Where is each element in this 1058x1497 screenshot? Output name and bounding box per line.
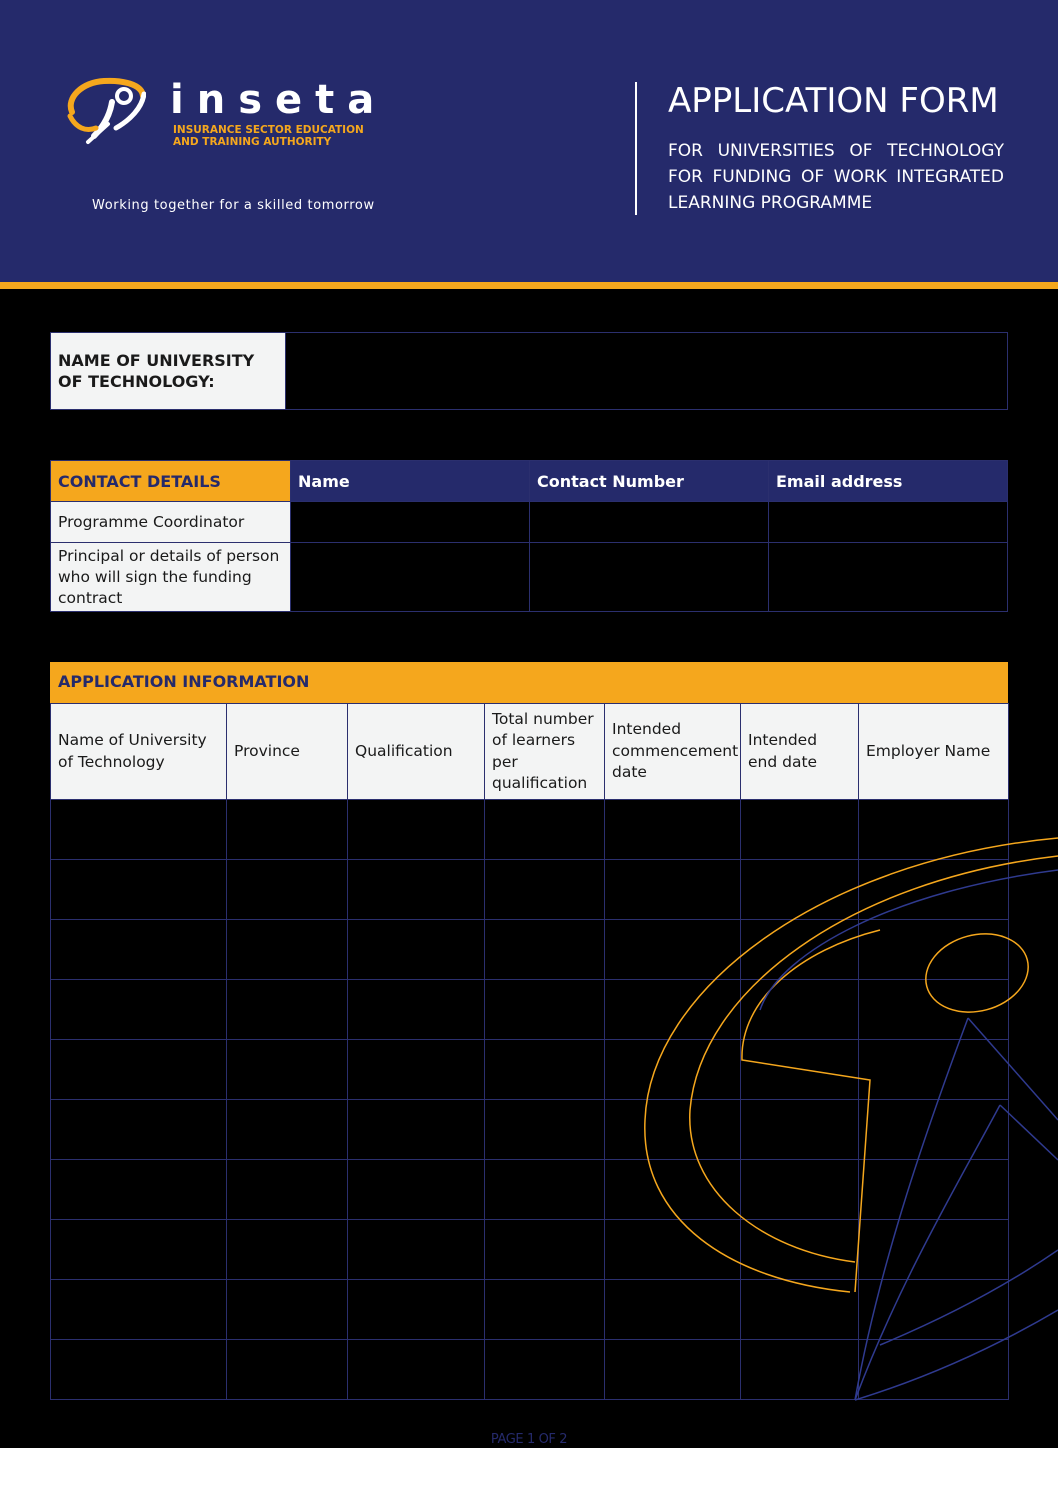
- application-cell[interactable]: [605, 920, 741, 980]
- application-cell[interactable]: [51, 980, 227, 1040]
- application-cell[interactable]: [605, 800, 741, 860]
- contact-col-phone: Contact Number: [530, 461, 769, 502]
- application-cell[interactable]: [348, 1040, 485, 1100]
- application-cell[interactable]: [605, 1220, 741, 1280]
- application-cell[interactable]: [51, 1220, 227, 1280]
- application-cell[interactable]: [859, 1280, 1009, 1340]
- application-cell[interactable]: [227, 1160, 348, 1220]
- application-cell[interactable]: [741, 1280, 859, 1340]
- application-cell[interactable]: [741, 860, 859, 920]
- application-cell[interactable]: [605, 1100, 741, 1160]
- application-cell[interactable]: [227, 1040, 348, 1100]
- app-col-end-date: Intended end date: [741, 704, 859, 800]
- university-name-table: [50, 332, 1008, 410]
- application-cell[interactable]: [227, 980, 348, 1040]
- university-name-field[interactable]: [286, 333, 1008, 410]
- application-cell[interactable]: [859, 1040, 1009, 1100]
- application-cell[interactable]: [51, 1040, 227, 1100]
- application-cell[interactable]: [485, 800, 605, 860]
- application-cell[interactable]: [605, 1040, 741, 1100]
- application-cell[interactable]: [859, 1220, 1009, 1280]
- brand-subtitle: INSURANCE SECTOR EDUCATION AND TRAINING AUTHORITY: [173, 124, 364, 148]
- application-cell[interactable]: [741, 1340, 859, 1400]
- application-cell[interactable]: [859, 1100, 1009, 1160]
- application-cell[interactable]: [227, 1100, 348, 1160]
- application-cell[interactable]: [348, 1340, 485, 1400]
- application-cell[interactable]: [227, 1280, 348, 1340]
- application-cell[interactable]: [51, 1160, 227, 1220]
- app-col-university: Name of University of Technology: [51, 704, 227, 800]
- application-cell[interactable]: [485, 1100, 605, 1160]
- form-title: APPLICATION FORM: [668, 81, 999, 121]
- application-cell[interactable]: [859, 800, 1009, 860]
- coordinator-phone-field[interactable]: [530, 502, 769, 543]
- application-cell[interactable]: [741, 1040, 859, 1100]
- application-info-table: [50, 703, 1009, 1400]
- contact-col-email: Email address: [769, 461, 1008, 502]
- application-section-title: APPLICATION INFORMATION: [58, 672, 310, 691]
- contact-col-name: Name: [291, 461, 530, 502]
- application-cell[interactable]: [485, 1220, 605, 1280]
- application-cell[interactable]: [605, 860, 741, 920]
- application-cell[interactable]: [227, 920, 348, 980]
- app-col-learners: Total number of learners per qualification: [485, 704, 605, 800]
- application-cell[interactable]: [741, 980, 859, 1040]
- application-cell[interactable]: [485, 980, 605, 1040]
- application-cell[interactable]: [485, 1340, 605, 1400]
- application-cell[interactable]: [741, 920, 859, 980]
- table-row: [51, 920, 1009, 980]
- table-row: [51, 1340, 1009, 1400]
- application-cell[interactable]: [227, 800, 348, 860]
- university-name-label: NAME OF UNIVERSITY OF TECHNOLOGY:: [51, 333, 286, 410]
- table-row: [51, 1100, 1009, 1160]
- signatory-phone-field[interactable]: [530, 543, 769, 612]
- application-cell[interactable]: [605, 1340, 741, 1400]
- application-cell[interactable]: [51, 1340, 227, 1400]
- application-cell[interactable]: [348, 1100, 485, 1160]
- application-cell[interactable]: [485, 1040, 605, 1100]
- app-col-commencement: Intended commencement date: [605, 704, 741, 800]
- application-cell[interactable]: [348, 980, 485, 1040]
- application-cell[interactable]: [348, 1220, 485, 1280]
- signatory-name-field[interactable]: [291, 543, 530, 612]
- contact-details-table: [50, 460, 1008, 612]
- application-cell[interactable]: [605, 980, 741, 1040]
- application-cell[interactable]: [227, 1340, 348, 1400]
- application-cell[interactable]: [51, 860, 227, 920]
- table-row: [51, 800, 1009, 860]
- contact-row-label: Programme Coordinator: [51, 502, 291, 543]
- application-cell[interactable]: [859, 1340, 1009, 1400]
- application-cell[interactable]: [485, 1280, 605, 1340]
- coordinator-email-field[interactable]: [769, 502, 1008, 543]
- application-cell[interactable]: [227, 860, 348, 920]
- table-row: [51, 1160, 1009, 1220]
- application-cell[interactable]: [741, 800, 859, 860]
- brand-name: inseta: [170, 77, 388, 123]
- table-row: [51, 1220, 1009, 1280]
- application-cell[interactable]: [348, 1280, 485, 1340]
- table-row: [51, 860, 1009, 920]
- application-cell[interactable]: [348, 920, 485, 980]
- contact-row-label: Principal or details of person who will sign the funding contract: [51, 543, 291, 612]
- table-row: [51, 980, 1009, 1040]
- coordinator-name-field[interactable]: [291, 502, 530, 543]
- application-cell[interactable]: [741, 1100, 859, 1160]
- signatory-email-field[interactable]: [769, 543, 1008, 612]
- app-col-province: Province: [227, 704, 348, 800]
- application-cell[interactable]: [605, 1160, 741, 1220]
- application-cell[interactable]: [741, 1220, 859, 1280]
- table-row: [51, 543, 1008, 612]
- table-row: [51, 1040, 1009, 1100]
- application-cell[interactable]: [51, 920, 227, 980]
- application-cell[interactable]: [485, 920, 605, 980]
- app-col-qualification: Qualification: [348, 704, 485, 800]
- application-cell[interactable]: [348, 860, 485, 920]
- application-cell[interactable]: [741, 1160, 859, 1220]
- application-cell[interactable]: [348, 800, 485, 860]
- application-cell[interactable]: [605, 1280, 741, 1340]
- application-cell[interactable]: [51, 800, 227, 860]
- application-cell[interactable]: [227, 1220, 348, 1280]
- page-number: PAGE 1 OF 2: [490, 1432, 568, 1447]
- form-subtitle: FOR UNIVERSITIES OF TECHNOLOGY FOR FUNDING OF WORK INTEGRATED LEARNING PROGRAMME: [668, 141, 1004, 213]
- application-cell[interactable]: [51, 1280, 227, 1340]
- application-cell[interactable]: [51, 1100, 227, 1160]
- table-row: [51, 502, 1008, 543]
- inseta-logo-icon: [64, 76, 146, 148]
- tagline: Working together for a skilled tomorrow: [92, 198, 375, 213]
- application-rows: [51, 800, 1009, 1400]
- application-cell[interactable]: [348, 1160, 485, 1220]
- header-accent-stripe: [0, 282, 1058, 289]
- table-row: [51, 1280, 1009, 1340]
- application-cell[interactable]: [485, 1160, 605, 1220]
- application-cell[interactable]: [859, 860, 1009, 920]
- application-cell[interactable]: [485, 860, 605, 920]
- app-col-employer: Employer Name: [859, 704, 1009, 800]
- application-cell[interactable]: [859, 920, 1009, 980]
- contact-section-title: CONTACT DETAILS: [51, 461, 291, 502]
- application-cell[interactable]: [859, 980, 1009, 1040]
- header-divider: [635, 82, 637, 215]
- application-cell[interactable]: [859, 1160, 1009, 1220]
